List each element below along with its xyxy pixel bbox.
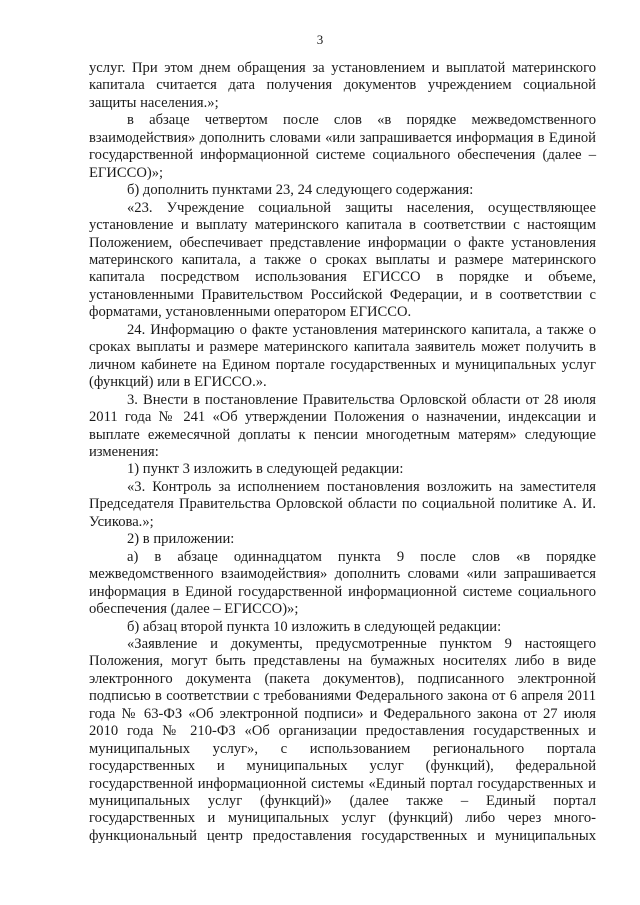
paragraph-application-documents: «Заявление и документы, предусмотренные пунктом 9 настоящего Положения, могут быть представлены на бумажных носителях либо в виде электронного документа (пакета документов), подписанного электронной подписью в соответствии с требованиями Федерального закона от 6 апреля 2011 года № 63-ФЗ «Об электронной подписи» и Федерального закона от 27 июля 2010 года № 210-ФЗ «Об организации предоставления государственных и муниципальных услуг», с использованием регионального портала государственных и муниципальных услуг (функций), федеральной государственной информационной системы «Единый портал государственных и муниципальных услуг (функций)» (далее также – Единый портал государственных и муниципальных услуг (функций) либо через много-функциональный центр предоставления государственных и муниципальных — [89, 635, 596, 844]
paragraph-subitem-b: б) абзац второй пункта 10 изложить в следующей редакции: — [127, 618, 502, 635]
paragraph-point-23: «23. Учреждение социальной защиты населения, осуществляющее установление и выплату материнского капитала в соответствии с настоящим Положением, обеспечивает представление информации о факте установления материнского капитала, а также о сроках выплаты и размере материнского капитала посредством использования ЕГИССО в порядке и объеме, установленными Правительством Российской Федерации, и в соответствии с форматами, установленными оператором ЕГИССО. — [89, 199, 596, 321]
paragraph-add-points-23-24: б) дополнить пунктами 23, 24 следующего содержания: — [127, 182, 474, 199]
document-body — [89, 60, 596, 845]
paragraph-item-1: 1) пункт 3 изложить в следующей редакции: — [127, 461, 404, 478]
paragraph-continuation: услуг. При этом днем обращения за установлением и выплатой материнского капитала считается дата получения документов учреждением социальной защиты населения.»; — [89, 60, 596, 111]
paragraph-subitem-a: а) в абзаце одиннадцатом пункта 9 после слов «в порядке межведомственного взаимодействия» дополнить словами «или запрашивается информация в Единой государственной информационной системе социального обеспечения (далее – ЕГИССО)»; — [89, 548, 596, 618]
paragraph-control-clause: «3. Контроль за исполнением постановления возложить на заместителя Председателя Правительства Орловской области по социальной политике А. И. Усикова.»; — [89, 478, 596, 530]
paragraph-point-24: 24. Информацию о факте установления материнского капитала, а также о сроках выплаты и размере материнского капитала заявитель может получить в личном кабинете на Едином портале государственных и муниципальных услуг (функций) или в ЕГИССО.». — [89, 321, 596, 391]
paragraph-item-2: 2) в приложении: — [127, 531, 235, 548]
page-number: 3 — [316, 32, 324, 47]
paragraph-amendment-fourth-subparagraph: в абзаце четвертом после слов «в порядке межведомственного взаимодействия» дополнить словами «или запрашивается информация в Единой государственной информационной системе социального обеспечения (далее – ЕГИССО)»; — [89, 112, 596, 181]
paragraph-section-3: 3. Внести в постановление Правительства Орловской области от 28 июля 2011 года № 241 «Об утверждении Положения о назначении, индексации и выплате ежемесячной доплаты к пенсии многодетным матерям» следующие изменения: — [89, 391, 596, 460]
